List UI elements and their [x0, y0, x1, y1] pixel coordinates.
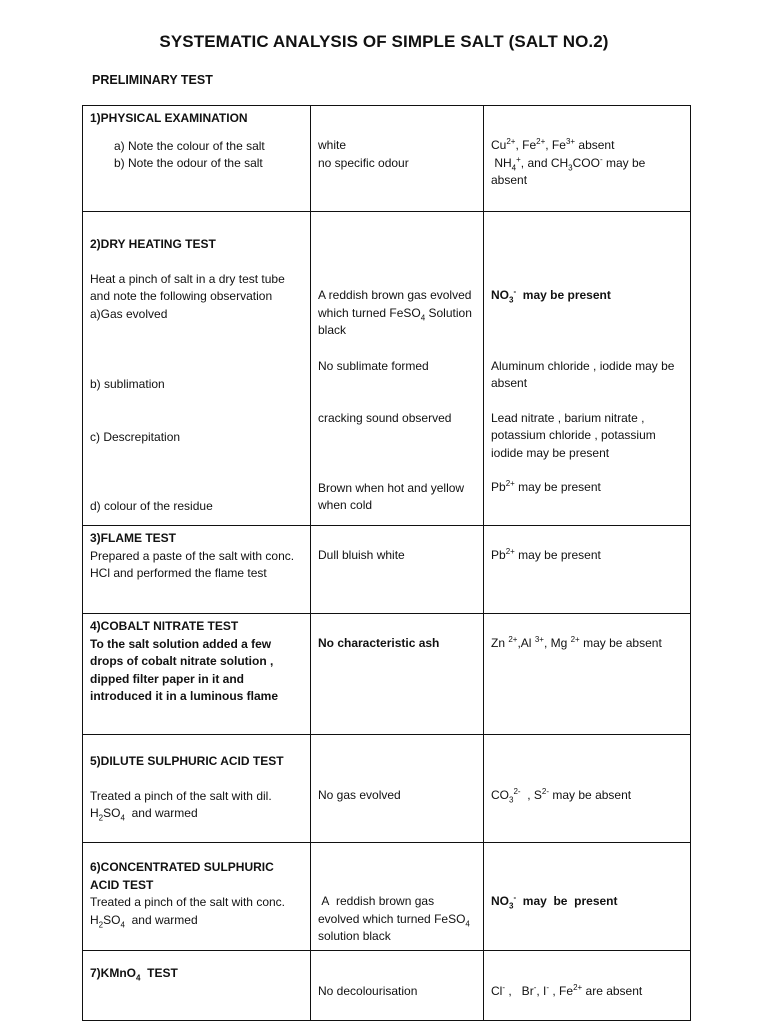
table-row-concentrated-sulphuric — [83, 843, 691, 951]
observation-text: Dull bluish white — [318, 548, 405, 562]
experiment-item-b: b) Note the odour of the salt — [114, 156, 263, 170]
inference-text: $CO_3^{2-}$ , $S^{2-}$ may be absent — [491, 787, 632, 805]
experiment-text: Heat a pinch of salt in a dry test tube and note the following observation — [90, 271, 285, 303]
test-heading: 7)KMnO$_4$ TEST — [90, 965, 178, 982]
inference-cell — [484, 212, 691, 526]
observation-text: A reddish brown gas evolved which turned FeSO$_4$ Solution black — [318, 288, 472, 337]
inference-text: $NO_3^-$ may be present — [491, 287, 611, 305]
observation-text: No sublimate formed — [318, 358, 429, 373]
observation-text: No characteristic ash — [318, 636, 440, 650]
experiment-cell — [83, 614, 311, 735]
inference-text: Lead nitrate , barium nitrate , potassium chloride , potassium iodide may be present — [491, 410, 656, 460]
inference-cell — [484, 950, 691, 1020]
experiment-item-a: a) Note the colour of the salt — [114, 138, 265, 153]
table-row-cobalt-nitrate — [83, 614, 691, 735]
table-row-physical-examination — [83, 106, 691, 212]
experiment-text: Prepared a paste of the salt with conc. HCl and performed the flame test — [90, 548, 295, 580]
observation-cell — [311, 735, 484, 843]
observation-text: no specific odour — [318, 155, 409, 170]
experiment-text: a)Gas evolved — [90, 306, 168, 321]
inference-text: $Pb^{2+}$ may be present — [491, 479, 601, 494]
inference-cell — [484, 735, 691, 843]
table-row-kmno4 — [83, 950, 691, 1020]
experiment-text: Treated a pinch of the salt with dil. $H_2SO_4$ and warmed — [90, 788, 272, 823]
table-row-dry-heating — [83, 212, 691, 526]
inference-text: $NH_4^+$, and $CH_3COO^-$ may be absent — [491, 154, 646, 187]
observation-cell — [311, 614, 484, 735]
experiment-cell — [83, 843, 311, 951]
observation-cell — [311, 106, 484, 212]
inference-text: Cl- , Br-, I- , $Fe^{2+}$ are absent — [491, 982, 643, 998]
experiment-text: To the salt solution added a few drops of cobalt nitrate solution , dipped filter paper in it and introduced it in a luminous flame — [90, 636, 279, 703]
experiment-cell — [83, 526, 311, 614]
experiment-text: Treated a pinch of the salt with conc. $H_2SO_4$ and warmed — [90, 895, 285, 929]
observation-text: No gas evolved — [318, 788, 401, 802]
inference-text: Aluminum chloride , iodide may be absent — [491, 358, 675, 390]
observation-text: A reddish brown gas evolved which turned FeSO$_4$ solution black — [318, 894, 470, 943]
inference-cell — [484, 614, 691, 735]
experiment-text: c) Descrepitation — [90, 429, 181, 444]
experiment-text: b) sublimation — [90, 377, 165, 391]
inference-cell — [484, 106, 691, 212]
observation-text: white — [318, 138, 347, 152]
observation-text: No decolourisation — [318, 983, 418, 998]
observation-cell — [311, 843, 484, 951]
inference-text: $Cu^{2+}$, $Fe^{2+}$, $Fe^{3+}$ absent — [491, 137, 615, 152]
experiment-cell — [83, 212, 311, 526]
observation-text: Brown when hot and yellow when cold — [318, 480, 465, 512]
observation-text: cracking sound observed — [318, 411, 452, 425]
inference-text: Zn $^{2+}$,Al $^{3+}$, Mg $^{2+}$ may be absent — [491, 635, 662, 650]
table-row-flame-test — [83, 526, 691, 614]
document-title: SYSTEMATIC ANALYSIS OF SIMPLE SALT (SALT NO.2) — [159, 32, 609, 51]
table-row-dilute-sulphuric — [83, 735, 691, 843]
experiment-text: d) colour of the residue — [90, 499, 213, 513]
inference-cell — [484, 843, 691, 951]
inference-cell — [484, 526, 691, 614]
inference-text: $NO_3^-$ may be present — [491, 893, 618, 911]
section-heading: PRELIMINARY TEST — [92, 73, 213, 87]
test-heading: 3)FLAME TEST — [90, 531, 176, 545]
observation-cell — [311, 950, 484, 1020]
test-heading: 2)DRY HEATING TEST — [90, 237, 216, 251]
test-heading: 6)CONCENTRATED SULPHURIC ACID TEST — [90, 860, 274, 892]
experiment-cell — [83, 950, 311, 1020]
experiment-cell — [83, 106, 311, 212]
analysis-table — [82, 105, 691, 1021]
test-heading: 1)PHYSICAL EXAMINATION — [90, 111, 248, 125]
observation-cell — [311, 212, 484, 526]
observation-cell — [311, 526, 484, 614]
test-heading: 5)DILUTE SULPHURIC ACID TEST — [90, 754, 284, 768]
test-heading: 4)COBALT NITRATE TEST — [90, 619, 239, 633]
experiment-cell — [83, 735, 311, 843]
inference-text: $Pb^{2+}$ may be present — [491, 547, 601, 562]
